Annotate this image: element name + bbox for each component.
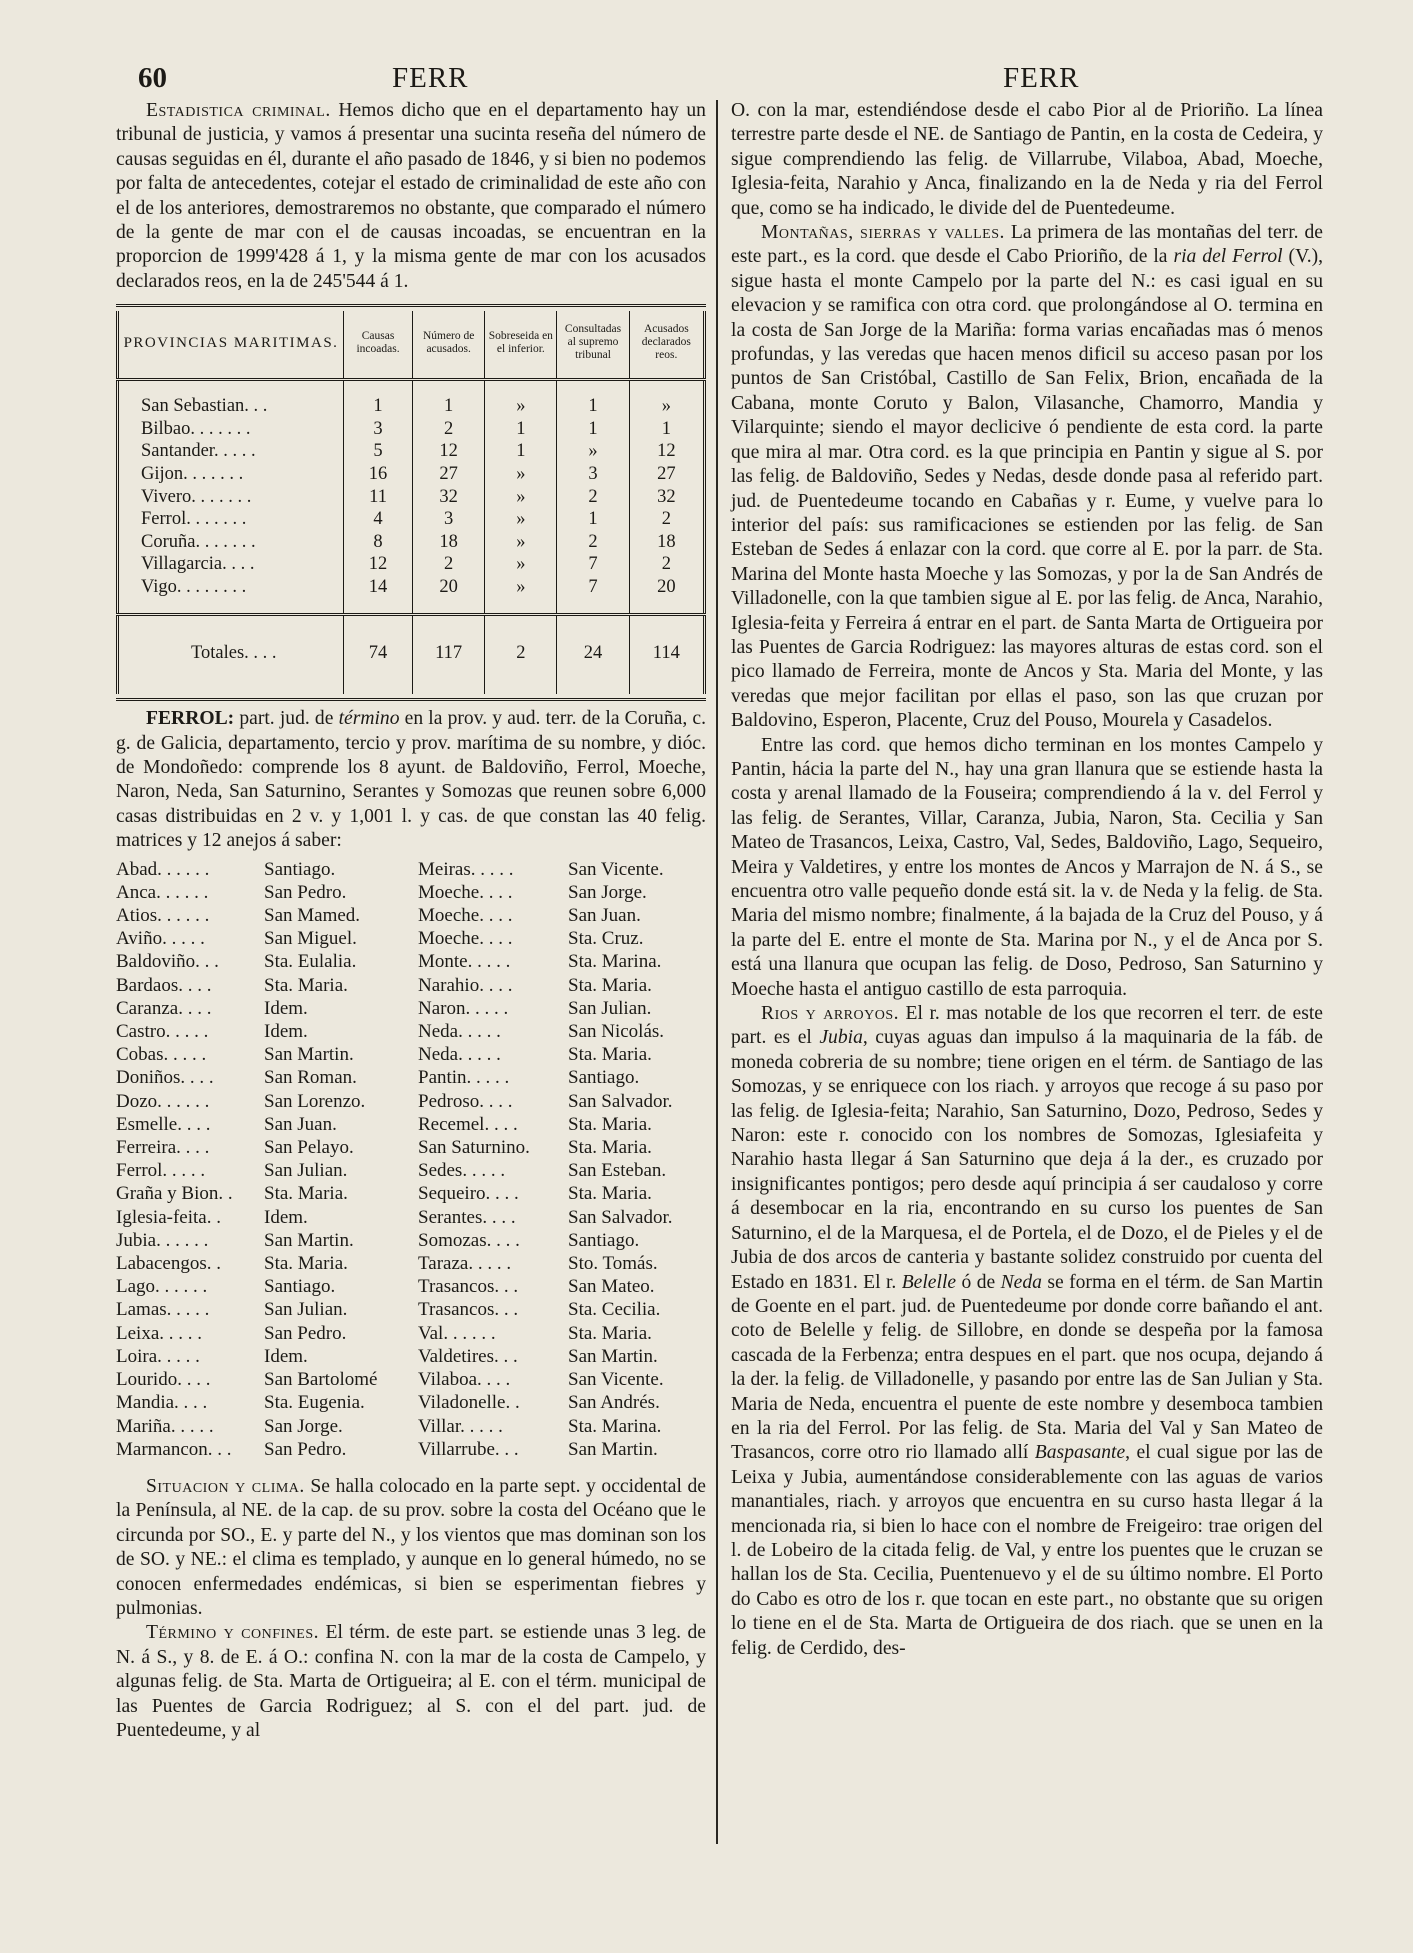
rios-baspasante: Baspasante bbox=[1034, 1442, 1126, 1464]
rios-text-a: El r. mas notable de los que recorren el terr. de este part. es el bbox=[731, 1003, 1324, 1049]
parish-name: Moeche. . . . bbox=[418, 881, 513, 903]
column-divider bbox=[716, 100, 718, 1844]
statistics-table-frame bbox=[116, 304, 706, 701]
value-cell: 27 bbox=[629, 463, 704, 486]
parish-name: Castro. . . . . bbox=[116, 1021, 209, 1043]
feligresia-row bbox=[116, 1275, 706, 1298]
col-header-reos: Acusados declarados reos. bbox=[629, 311, 704, 380]
value-cell: 1 bbox=[557, 418, 629, 441]
parish-patron: San Juan. bbox=[568, 905, 641, 927]
col-header-consultadas: Consultadas al supremo tribunal bbox=[557, 311, 629, 380]
value-cell: » bbox=[485, 531, 557, 554]
parish-name: Villarrube. . . bbox=[418, 1438, 519, 1460]
parish-name: Monte. . . . . bbox=[418, 951, 511, 973]
termino-text: El térm. de este part. se estiende unas 3 leg. de N. á S., y 8. de E. á O.: confina N. con la mar de la costa de Campelo, y algunas felig. de Sta. Marta de Ortigueira; al E. con el térm. municipal de las Puentes de Garcia Rodriguez; al S. con el del part. jud. de Puentedeume, y al bbox=[116, 1622, 706, 1741]
parish-patron: Sta. Cruz. bbox=[568, 928, 644, 950]
parish-patron: Sta. Maria. bbox=[264, 1183, 348, 1205]
feligresia-row bbox=[116, 1252, 706, 1275]
province-cell: Bilbao. . . . . . . bbox=[141, 418, 251, 439]
page-header bbox=[0, 62, 1413, 102]
col-header-acusados: Número de acusados. bbox=[413, 311, 485, 380]
value-cell: 1 bbox=[344, 380, 413, 418]
parish-name: Atios. . . . . . bbox=[116, 905, 210, 927]
parish-patron: Idem. bbox=[264, 1206, 308, 1228]
col-header-sobreseida: Sobreseida en el inferior. bbox=[485, 311, 557, 380]
feligresia-row bbox=[116, 1090, 706, 1113]
parish-patron: Sta. Marina. bbox=[568, 1415, 662, 1437]
feligresia-row bbox=[116, 1322, 706, 1345]
parish-name: Sedes. . . . . bbox=[418, 1160, 506, 1182]
province-cell: Vigo. . . . . . . . bbox=[141, 577, 247, 597]
parish-name: Mandia. . . . bbox=[116, 1392, 208, 1414]
feligresia-row bbox=[116, 1391, 706, 1414]
parish-name: Leixa. . . . . bbox=[116, 1322, 203, 1344]
feligresia-row bbox=[116, 1229, 706, 1252]
parish-name: Moeche. . . . bbox=[418, 905, 513, 927]
value-cell: 4 bbox=[344, 508, 413, 531]
parish-name: Neda. . . . . bbox=[418, 1044, 501, 1066]
feligresia-row bbox=[116, 950, 706, 973]
parish-name: Villar. . . . . bbox=[418, 1415, 503, 1437]
parish-patron: San Martin. bbox=[568, 1345, 658, 1367]
parish-name: Ferrol. . . . . bbox=[116, 1160, 206, 1182]
termino-paragraph bbox=[116, 1621, 706, 1743]
feligresia-row bbox=[116, 997, 706, 1020]
parish-patron: Santiago. bbox=[264, 1276, 336, 1298]
parish-patron: Sta. Maria. bbox=[264, 974, 348, 996]
parish-patron: San Jorge. bbox=[568, 881, 647, 903]
feligresia-row bbox=[116, 1345, 706, 1368]
montanas-heading: Montañas, sierras y valles. bbox=[761, 222, 1005, 244]
parish-name: Narahio. . . . bbox=[418, 974, 513, 996]
value-cell: 2 bbox=[629, 553, 704, 576]
parish-patron: San Miguel. bbox=[264, 928, 357, 950]
parish-name: Abad. . . . . . bbox=[116, 858, 210, 880]
parish-patron: Santiago. bbox=[568, 1229, 640, 1251]
province-cell: Vivero. . . . . . . bbox=[141, 486, 252, 507]
feligresia-row bbox=[116, 881, 706, 904]
situacion-heading: Situacion y clima. bbox=[146, 1475, 305, 1497]
statistics-table bbox=[116, 311, 706, 694]
statistics-row bbox=[118, 531, 705, 554]
parish-patron: Sta. Maria. bbox=[568, 1322, 652, 1344]
statistics-totals-row bbox=[118, 614, 705, 694]
parish-patron: San Esteban. bbox=[568, 1160, 667, 1182]
total-cell: 24 bbox=[557, 614, 629, 694]
feligresias-body bbox=[116, 858, 706, 1461]
parish-patron: San Salvador. bbox=[568, 1090, 673, 1112]
value-cell: » bbox=[485, 508, 557, 531]
total-cell: 117 bbox=[413, 614, 485, 694]
parish-patron: San Julian. bbox=[264, 1299, 348, 1321]
parish-name: Mariña. . . . . bbox=[116, 1415, 214, 1437]
parish-name: Somozas. . . . bbox=[418, 1229, 520, 1251]
parish-patron: Idem. bbox=[264, 997, 308, 1019]
parish-name: Esmelle. . . . bbox=[116, 1113, 211, 1135]
province-cell: Coruña. . . . . . . bbox=[141, 531, 256, 552]
ferrol-text-b: en la prov. y aud. terr. de la Coruña, c. g. de Galicia, departamento, tercio y prov. marítima de su nombre, y dióc. de Mondoñedo: comprende los 8 ayunt. de Baldoviño, Ferrol, Moeche, Naron, Neda, San Saturnino, Serantes y Somozas que reunen sobre 6,000 casas distribuidas en 2 v. y 1,001 l. y cas. de que constan las 40 felig. matrices y 12 anejos á saber: bbox=[116, 708, 706, 852]
feligresia-row bbox=[116, 1136, 706, 1159]
feligresia-row bbox=[116, 1298, 706, 1321]
statistics-row bbox=[118, 486, 705, 509]
confines-continuation: O. con la mar, estendiéndose desde el cabo Pior al de Prioriño. La línea terrestre parte desde el NE. de Santiago de Pantin, en la costa de Cedeira, y sigue comprendiendo las felig. de Villarrube, Vilaboa, Abad, Moeche, Iglesia-feita, Narahio y Anca, finalizando en la de Neda y ria del Ferrol que, como se ha indicado, le divide del de Puentedeume. bbox=[731, 100, 1323, 219]
parish-patron: Sta. Eugenia. bbox=[264, 1392, 365, 1414]
value-cell: 3 bbox=[344, 418, 413, 441]
parish-name: Doniños. . . . bbox=[116, 1067, 214, 1089]
value-cell: 32 bbox=[413, 486, 485, 509]
rios-jubia: Jubia bbox=[819, 1027, 863, 1049]
parish-patron: San Vicente. bbox=[568, 1369, 664, 1391]
col-header-provincias: PROVINCIAS MARITIMAS. bbox=[118, 311, 344, 380]
statistics-row bbox=[118, 463, 705, 486]
value-cell: 8 bbox=[344, 531, 413, 554]
parish-patron: San Julian. bbox=[568, 997, 652, 1019]
feligresia-row bbox=[116, 1206, 706, 1229]
parish-patron: Sta. Cecilia. bbox=[568, 1299, 661, 1321]
value-cell: 5 bbox=[344, 440, 413, 463]
parish-name: Baldoviño. . . bbox=[116, 951, 219, 973]
parish-patron: San Mateo. bbox=[568, 1276, 655, 1298]
statistics-body bbox=[118, 380, 705, 694]
parish-patron: San Lorenzo. bbox=[264, 1090, 366, 1112]
statistics-row bbox=[118, 440, 705, 463]
parish-name: Labacengos. . bbox=[116, 1253, 221, 1275]
feligresia-row bbox=[116, 1368, 706, 1391]
total-cell: 74 bbox=[344, 614, 413, 694]
parish-name: Pedroso. . . . bbox=[418, 1090, 513, 1112]
llanuras-paragraph: Entre las cord. que hemos dicho terminan en los montes Campelo y Pantin, hácia la parte del N., hay una gran llanura que se estiende hasta la costa y arenal llamado de la Fouseira; comprendiendo á la v. del Ferrol y las felig. de Serantes, Villar, Caranza, Jubia, Naron, Sta. Cecilia y San Mateo de Trasancos, Leixa, Castro, Val, Sedes, Baldoviño, Lago, Sequeiro, Meira y Valdetires, y entre los montes de Ancos y Marrajon de N. á S., se encuentra otro valle pequeño donde está sit. la v. de Neda y la felig. de Sta. Maria del mismo nombre; finalmente, á la bajada de la Cruz del Pouso, y á la parte del E. entre el monte de Sta. Marina por N., y el de Anca por S. está una llanura que ocupan las felig. de Doso, Pedroso, San Saturnino y Moeche hasta el antiguo castillo de esta parroquia. bbox=[731, 734, 1323, 1000]
province-cell: Ferrol. . . . . . . bbox=[141, 509, 247, 530]
parish-patron: Sta. Eulalia. bbox=[264, 951, 357, 973]
parish-name: San Saturnino. bbox=[418, 1137, 530, 1159]
parish-patron: Santiago. bbox=[568, 1067, 640, 1089]
value-cell: » bbox=[485, 553, 557, 576]
feligresia-row bbox=[116, 1438, 706, 1461]
value-cell: 18 bbox=[629, 531, 704, 554]
feligresia-row bbox=[116, 1020, 706, 1043]
estadistica-text: Hemos dicho que en el departamento hay un tribunal de justicia, y vamos á presentar una sucinta reseña del número de causas seguidas en él, durante el año pasado de 1846, y si bien no podemos por falta de antecedentes, cotejar el estado de criminalidad de este año con el de los anteriores, demostraremos no obstante, que comparado el número de la gente de mar con el de causas incoadas, se encuentran en la proporcion de 1999'428 á 1, y la misma gente de mar con los acusados declarados reos, en la de 245'544 á 1. bbox=[116, 100, 706, 292]
parish-name: Recemel. . . . bbox=[418, 1113, 518, 1135]
rios-belelle: Belelle bbox=[901, 1271, 957, 1293]
parish-name: Cobas. . . . . bbox=[116, 1044, 207, 1066]
value-cell: 1 bbox=[413, 380, 485, 418]
montanas-text-b: (V.), sigue hasta el monte Campelo por la parte del N.: es casi igual en su elevacion y se ramifica con otra cord. que prolongándose al O. termina en la costa de San Jorge de la Mariña: forma varias encañadas mas ó menos profundas, y las veredas que hacen menos dificil su acceso pasan por los puntos de San Cristóbal, Castillo de San Felix, Brion, encañada de la Cabana, monte Coruto y Balon, Vilasanche, Chamorro, Mandia y Vilarquinte; siendo el mayor declicive ó pendiente de esta cord. la parte que mira al mar. Otra cord. es la que principia en Pantin y sigue al S. por las felig. de Baldoviño, Sedes y Nedas, desde donde pasa al referido part. jud. de Puentedeume tocando en Cabañas y r. Eume, y vuelve para lo interior del país: sus ramificaciones se estienden por las felig. de San Esteban de Sedes á enlazar con la cord. que corre al E. por la parr. de Sta. Marina del Monte hasta Moeche y las Somozas, y por la de San Andrés de Villadonelle, con la que tambien sigue al E. por las felig. de Anca, Narahio, Iglesia-feita y Ferreira á entrar en el part. de Santa Marta de Ortigueira por las Puentes de Garcia Rodriguez: las mayores alturas de estas cord. son el pico llamado de Ferreira, monte de Ancos y Sta. Maria del Monte, y las veredas que mejor facilitan por ellas el paso, son las que cruzan por Baldovino, Esperon, Placente, Cruz del Pouso, Mourela y Casadelos. bbox=[731, 246, 1324, 732]
situacion-text: Se halla colocado en la parte sept. y occidental de la Península, al NE. de la cap. de su prov. sobre la costa del Océano que le circunda por SO., E. y parte del N., y los vientos que mas dominan son los de SO. y NE.: el clima es templado, y aunque en lo general húmedo, no se conocen enfermedades endémicas, si bien se esperimentan fiebres y pulmonias. bbox=[116, 1475, 707, 1619]
rios-text-e: , el cual sigue por las de Leixa y Jubia, aumentándose considerablemente con las aguas de varios manantiales, riach. y arroyos que encuentra en su curso hasta llegar á la mencionada ria, si bien lo hace con el nombre de Freigeiro: trae origen del l. de Lobeiro de la citada felig. de Val, y entre los puentes que le cruzan se hallan los de Sta. Cecilia, Puentenuevo y el de su último nombre. El Porto do Cabo es otro de los r. que tocan en este part., no obstante que su origen lo tiene en el de Sta. Marta de Ortigueira de dos riach. que se unen en la felig. de Cerdido, des- bbox=[731, 1442, 1323, 1659]
value-cell: 1 bbox=[557, 508, 629, 531]
value-cell: 16 bbox=[344, 463, 413, 486]
parish-patron: Idem. bbox=[264, 1345, 308, 1367]
value-cell: » bbox=[485, 380, 557, 418]
parish-patron: San Salvador. bbox=[568, 1206, 673, 1228]
parish-patron: Idem. bbox=[264, 1021, 308, 1043]
value-cell: » bbox=[557, 440, 629, 463]
parish-name: Vilaboa. . . . bbox=[418, 1369, 511, 1391]
parish-patron: San Pelayo. bbox=[264, 1137, 354, 1159]
ferrol-paragraph bbox=[116, 707, 706, 853]
parish-patron: Sta. Marina. bbox=[568, 951, 662, 973]
parish-patron: San Martin. bbox=[264, 1229, 354, 1251]
parish-name: Trasancos. . . bbox=[418, 1276, 519, 1298]
statistics-row bbox=[118, 418, 705, 441]
left-column bbox=[116, 99, 706, 1743]
value-cell: 7 bbox=[557, 576, 629, 614]
parish-patron: San Pedro. bbox=[264, 1322, 347, 1344]
value-cell: » bbox=[485, 486, 557, 509]
value-cell: 2 bbox=[629, 508, 704, 531]
ferrol-heading: FERROL: bbox=[146, 708, 235, 730]
rios-text-d: se forma en el térm. de San Martin de Goente en el part. jud. de Puentedeume por donde corre bañando el ant. coto de Belelle y felig. de Sillobre, en donde se despeña por la famosa cascada de la Ferbenza; entra despues en el part. que nos ocupa, dejando á la der. la felig. de Villadonelle, y pasando por entre las de San Julian y Sta. Maria de Neda, encuentra el puente de este nombre y desemboca tambien en la ria del Ferrol. Por las felig. de Sta. Maria del Val y San Mateo de Trasancos, corre otro rio llamado allí bbox=[731, 1271, 1323, 1464]
ferrol-text-a: part. jud. de bbox=[234, 708, 339, 730]
value-cell: 18 bbox=[413, 531, 485, 554]
statistics-row bbox=[118, 380, 705, 418]
feligresia-row bbox=[116, 1415, 706, 1438]
page-number: 60 bbox=[138, 62, 167, 94]
total-cell: 2 bbox=[485, 614, 557, 694]
value-cell: 27 bbox=[413, 463, 485, 486]
parish-patron: San Mamed. bbox=[264, 905, 361, 927]
value-cell: » bbox=[485, 576, 557, 614]
value-cell: 1 bbox=[485, 440, 557, 463]
right-column bbox=[731, 99, 1323, 1661]
rios-heading: Rios y arroyos. bbox=[761, 1003, 900, 1025]
parish-name: Naron. . . . . bbox=[418, 997, 509, 1019]
montanas-text-a: La primera de las montañas del terr. de este part., es la cord. que desde el Cabo Prioriño, de la bbox=[731, 222, 1323, 268]
running-head-left: FERR bbox=[392, 62, 469, 94]
col-header-causas: Causas incoadas. bbox=[344, 311, 413, 380]
value-cell: 3 bbox=[557, 463, 629, 486]
feligresia-row bbox=[116, 974, 706, 997]
feligresias-list bbox=[116, 858, 706, 1461]
parish-patron: Sta. Maria. bbox=[568, 1183, 652, 1205]
parish-name: Aviño. . . . . bbox=[116, 928, 205, 950]
parish-name: Lamas. . . . . bbox=[116, 1299, 210, 1321]
ferrol-termino: término bbox=[338, 708, 400, 730]
parish-patron: San Vicente. bbox=[568, 858, 664, 880]
parish-name: Marmancon. . . bbox=[116, 1438, 232, 1460]
value-cell: 32 bbox=[629, 486, 704, 509]
value-cell: 12 bbox=[413, 440, 485, 463]
province-cell: Gijon. . . . . . . bbox=[141, 464, 244, 485]
running-head-right: FERR bbox=[1003, 62, 1080, 94]
value-cell: 12 bbox=[344, 553, 413, 576]
value-cell: 20 bbox=[413, 576, 485, 614]
parish-name: Dozo. . . . . . bbox=[116, 1090, 210, 1112]
parish-patron: Sta. Maria. bbox=[568, 1044, 652, 1066]
parish-name: Anca. . . . . . bbox=[116, 881, 209, 903]
statistics-row bbox=[118, 553, 705, 576]
parish-name: Bardaos. . . . bbox=[116, 974, 212, 996]
value-cell: 7 bbox=[557, 553, 629, 576]
parish-name: Serantes. . . . bbox=[418, 1206, 516, 1228]
parish-name: Ferreira. . . . bbox=[116, 1137, 210, 1159]
value-cell: 20 bbox=[629, 576, 704, 614]
feligresia-row bbox=[116, 1066, 706, 1089]
feligresia-row bbox=[116, 1182, 706, 1205]
totals-label: Totales. . . . bbox=[118, 614, 344, 694]
value-cell: » bbox=[629, 380, 704, 418]
estadistica-paragraph bbox=[116, 99, 706, 294]
parish-name: Trasancos. . . bbox=[418, 1299, 519, 1321]
parish-name: Valdetires. . . bbox=[418, 1345, 518, 1367]
parish-name: Viladonelle. . bbox=[418, 1392, 520, 1414]
value-cell: 14 bbox=[344, 576, 413, 614]
value-cell: 1 bbox=[557, 380, 629, 418]
parish-name: Taraza. . . . . bbox=[418, 1253, 512, 1275]
rios-text-b: , cuyas aguas dan impulso á la maquinaria de la fáb. de moneda cobreria de su nombre; tiene origen en el térm. de Santiago de las Somozas, y se enriquece con los riach. y arroyos que recoge á su paso por las felig. de Iglesia-feita; Narahio, San Saturnino, Dozo, Pedroso, Sedes y Naron: este r. conocido con los nombres de Somozas, Iglesiafeita y Narahio hasta llegar á San Saturnino que deja á la der., es cruzado por insignificantes pontigos; pero desde aquí principia á ser caudaloso y corre á desembocar en la ria, encontrando en su curso los puentes de San Saturnino, el de la Marquesa, el de Portela, el de Dozo, el de Pieles y el de Jubia de dos arcos de canteria y bastante solidez construido por cuenta del Estado en 1831. El r. bbox=[731, 1027, 1323, 1293]
parish-name: Meiras. . . . . bbox=[418, 858, 514, 880]
parish-patron: San Martin. bbox=[568, 1438, 658, 1460]
parish-patron: San Bartolomé bbox=[264, 1369, 378, 1391]
parish-patron: Sto. Tomás. bbox=[568, 1253, 658, 1275]
feligresia-row bbox=[116, 904, 706, 927]
feligresia-row bbox=[116, 858, 706, 881]
parish-patron: San Nicolás. bbox=[568, 1021, 665, 1043]
value-cell: » bbox=[485, 463, 557, 486]
rios-neda: Neda bbox=[1000, 1271, 1042, 1293]
parish-patron: San Juan. bbox=[264, 1113, 337, 1135]
parish-patron: Sta. Maria. bbox=[568, 1137, 652, 1159]
rios-text-c: ó de bbox=[956, 1271, 1001, 1293]
parish-name: Caranza. . . . bbox=[116, 997, 212, 1019]
parish-name: Lago. . . . . . bbox=[116, 1276, 208, 1298]
parish-name: Pantin. . . . . bbox=[418, 1067, 510, 1089]
parish-name: Lourido. . . . bbox=[116, 1369, 211, 1391]
parish-patron: San Martin. bbox=[264, 1044, 354, 1066]
situacion-paragraph bbox=[116, 1475, 706, 1621]
parish-name: Moeche. . . . bbox=[418, 928, 513, 950]
value-cell: 1 bbox=[629, 418, 704, 441]
parish-name: Neda. . . . . bbox=[418, 1021, 501, 1043]
montanas-ria: ria del Ferrol bbox=[1173, 246, 1283, 268]
estadistica-heading: Estadistica criminal. bbox=[146, 100, 331, 121]
value-cell: 2 bbox=[557, 531, 629, 554]
parish-patron: San Pedro. bbox=[264, 881, 347, 903]
value-cell: 1 bbox=[485, 418, 557, 441]
province-cell: Santander. . . . . bbox=[141, 441, 256, 462]
parish-patron: San Jorge. bbox=[264, 1415, 343, 1437]
montanas-paragraph bbox=[731, 221, 1323, 734]
parish-name: Iglesia-feita. . bbox=[116, 1206, 221, 1228]
statistics-row bbox=[118, 576, 705, 614]
value-cell: 2 bbox=[413, 553, 485, 576]
parish-name: Val. . . . . . bbox=[418, 1322, 496, 1344]
parish-patron: San Andrés. bbox=[568, 1392, 660, 1414]
feligresia-row bbox=[116, 1113, 706, 1136]
parish-name: Sequeiro. . . . bbox=[418, 1183, 519, 1205]
parish-patron: Sta. Maria. bbox=[264, 1253, 348, 1275]
statistics-header-row bbox=[118, 311, 705, 380]
termino-heading: Término y confines. bbox=[146, 1622, 320, 1644]
parish-name: Graña y Bion. . bbox=[116, 1183, 233, 1205]
parish-patron: Santiago. bbox=[264, 858, 336, 880]
statistics-row bbox=[118, 508, 705, 531]
total-cell: 114 bbox=[629, 614, 704, 694]
parish-name: Loira. . . . . bbox=[116, 1345, 200, 1367]
value-cell: 2 bbox=[557, 486, 629, 509]
parish-patron: Sta. Maria. bbox=[568, 974, 652, 996]
province-cell: Villagarcia. . . . bbox=[141, 554, 255, 575]
feligresia-row bbox=[116, 927, 706, 950]
parish-patron: San Pedro. bbox=[264, 1438, 347, 1460]
parish-patron: San Roman. bbox=[264, 1067, 357, 1089]
parish-patron: Sta. Maria. bbox=[568, 1113, 652, 1135]
value-cell: 12 bbox=[629, 440, 704, 463]
feligresia-row bbox=[116, 1159, 706, 1182]
value-cell: 2 bbox=[413, 418, 485, 441]
parish-name: Jubia. . . . . . bbox=[116, 1229, 209, 1251]
feligresia-row bbox=[116, 1043, 706, 1066]
value-cell: 3 bbox=[413, 508, 485, 531]
parish-patron: San Julian. bbox=[264, 1160, 348, 1182]
rios-paragraph bbox=[731, 1002, 1323, 1661]
value-cell: 11 bbox=[344, 486, 413, 509]
province-cell: San Sebastian. . . bbox=[141, 396, 268, 417]
